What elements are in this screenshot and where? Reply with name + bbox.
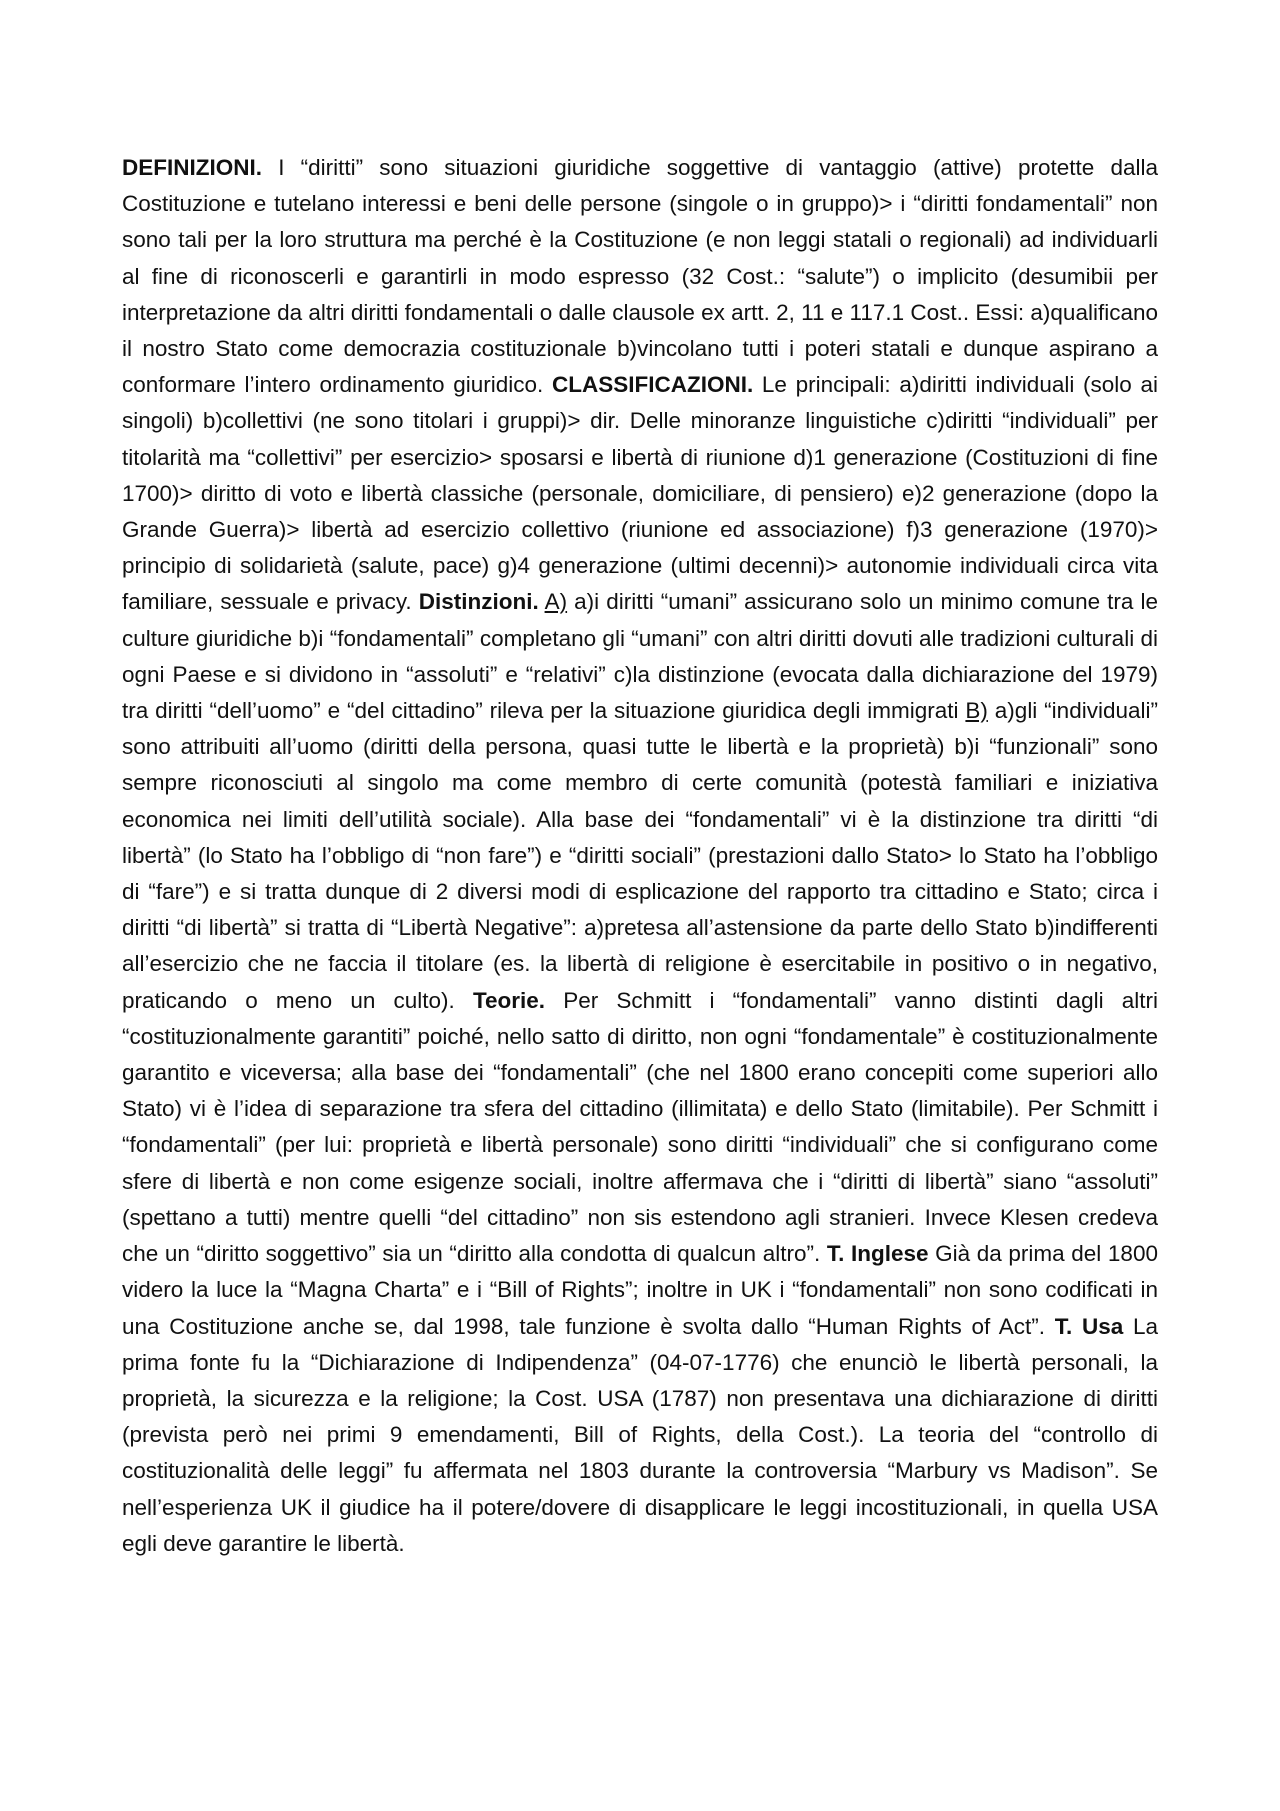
text-run: I “diritti” sono situazioni giuridiche soggettive di vantaggio (attive) protette dalla Costituzione e tutelano interessi e beni delle persone (singole o in gruppo)> i “diritti fondamentali” non sono tali per la loro struttura ma perché è la Costituzione (e non leggi statali o regionali) ad individuarli al fine di riconoscerli e garantirli in modo espresso (32 Cost.: “salute”) o implicito (desumibii per interpretazione da altri diritti fondamentali o dalle clausole ex artt. 2, 11 e 117.1 Cost.. Essi: a)qualificano il nostro Stato come democrazia costituzionale b)vincolano tutti i poteri statali e dunque aspirano a conformare l’intero ordinamento giuridico. [122, 155, 1158, 398]
body-paragraph [122, 150, 1158, 1562]
text-run: Per Schmitt i “fondamentali” vanno distinti dagli altri “costituzionalmente garantiti” poiché, nello satto di diritto, non ogni “fondamentale” è costituzionalmente garantito e viceversa; alla base dei “fondamentali” (che nel 1800 erano concepiti come superiori allo Stato) vi è l’idea di separazione tra sfera del cittadino (illimitata) e dello Stato (limitabile). Per Schmitt i “fondamentali” (per lui: proprietà e libertà personale) sono diritti “individuali” che si configurano come sfere di libertà e non come esigenze sociali, inoltre affermava che i “diritti di libertà” siano “assoluti” (spettano a tutti) mentre quelli “del cittadino” non sis estendono agli stranieri. Invece Klesen credeva che un “diritto soggettivo” sia un “diritto alla condotta di qualcun altro”. [122, 987, 1158, 1267]
heading-t-inglese: T. Inglese [826, 1241, 929, 1267]
text-run: a)gli “individuali” sono attribuiti all’uomo (diritti della persona, quasi tutte le libertà e la proprietà) b)i “funzionali” sono sempre riconosciuti al singolo ma come membro di certe comunità (potestà familiari e iniziativa economica nei limiti dell’utilità sociale). Alla base dei “fondamentali” vi è la distinzione tra diritti “di libertà” (lo Stato ha l’obbligo di “non fare”) e “diritti sociali” (prestazioni dallo Stato> lo Stato ha l’obbligo di “fare”) e si tratta dunque di 2 diversi modi di esplicazione del rapporto tra cittadino e Stato; circa i diritti “di libertà” si tratta di “Libertà Negative”: a)pretesa all’astensione da parte dello Stato b)indifferenti all’esercizio che ne faccia il titolare (es. la libertà di religione è esercitabile in positivo o in negativo, praticando o meno un culto). [122, 698, 1158, 1013]
heading-teorie: Teorie. [472, 987, 546, 1013]
text-run: La prima fonte fu la “Dichiarazione di Indipendenza” (04-07-1776) che enunciò le libertà personali, la proprietà, la sicurezza e la religione; la Cost. USA (1787) non presentava una dichiarazione di diritti (prevista però nei primi 9 emendamenti, Bill of Rights, della Cost.). La teoria del “controllo di costituzionalità delle leggi” fu affermata nel 1803 durante la controversia “Marbury vs Madison”. Se nell’esperienza UK il giudice ha il potere/dovere di disapplicare le leggi incostituzionali, in quella USA egli deve garantire le libertà. [122, 1313, 1158, 1556]
marker-b: B) [965, 698, 988, 724]
heading-classificazioni: CLASSIFICAZIONI. [551, 372, 754, 398]
heading-definizioni: DEFINIZIONI. [122, 155, 262, 180]
text-run: Già da prima del 1800 videro la luce la “Magna Charta” e i “Bill of Rights”; inoltre in UK i “fondamentali” non sono codificati in una Costituzione anche se, dal 1998, tale funzione è svolta dallo “Human Rights of Act”. [122, 1241, 1158, 1339]
text-run: a)i diritti “umani” assicurano solo un minimo comune tra le culture giuridiche b)i “fondamentali” completano gli “umani” con altri diritti dovuti alle tradizioni culturali di ogni Paese e si dividono in “assoluti” e “relativi” c)la distinzione (evocata dalla dichiarazione del 1979) tra diritti “dell’uomo” e “del cittadino” rileva per la situazione giuridica degli immigrati [122, 589, 1159, 724]
heading-distinzioni: Distinzioni. [418, 589, 539, 615]
marker-a: A) [544, 589, 568, 615]
text-run: Le principali: a)diritti individuali (solo ai singoli) b)collettivi (ne sono titolari i gruppi)> dir. Delle minoranze linguistiche c)diritti “individuali” per titolarità ma “collettivi” per esercizio> sposarsi e libertà di riunione d)1 generazione (Costituzioni di fine 1700)> diritto di voto e libertà classiche (personale, domiciliare, di pensiero) e)2 generazione (dopo la Grande Guerra)> libertà ad esercizio collettivo (riunione ed associazione) f)3 generazione (1970)> principio di solidarietà (salute, pace) g)4 generazione (ultimi decenni)> autonomie individuali circa vita familiare, sessuale e privacy. [122, 372, 1158, 615]
heading-t-usa: T. Usa [1054, 1313, 1124, 1339]
